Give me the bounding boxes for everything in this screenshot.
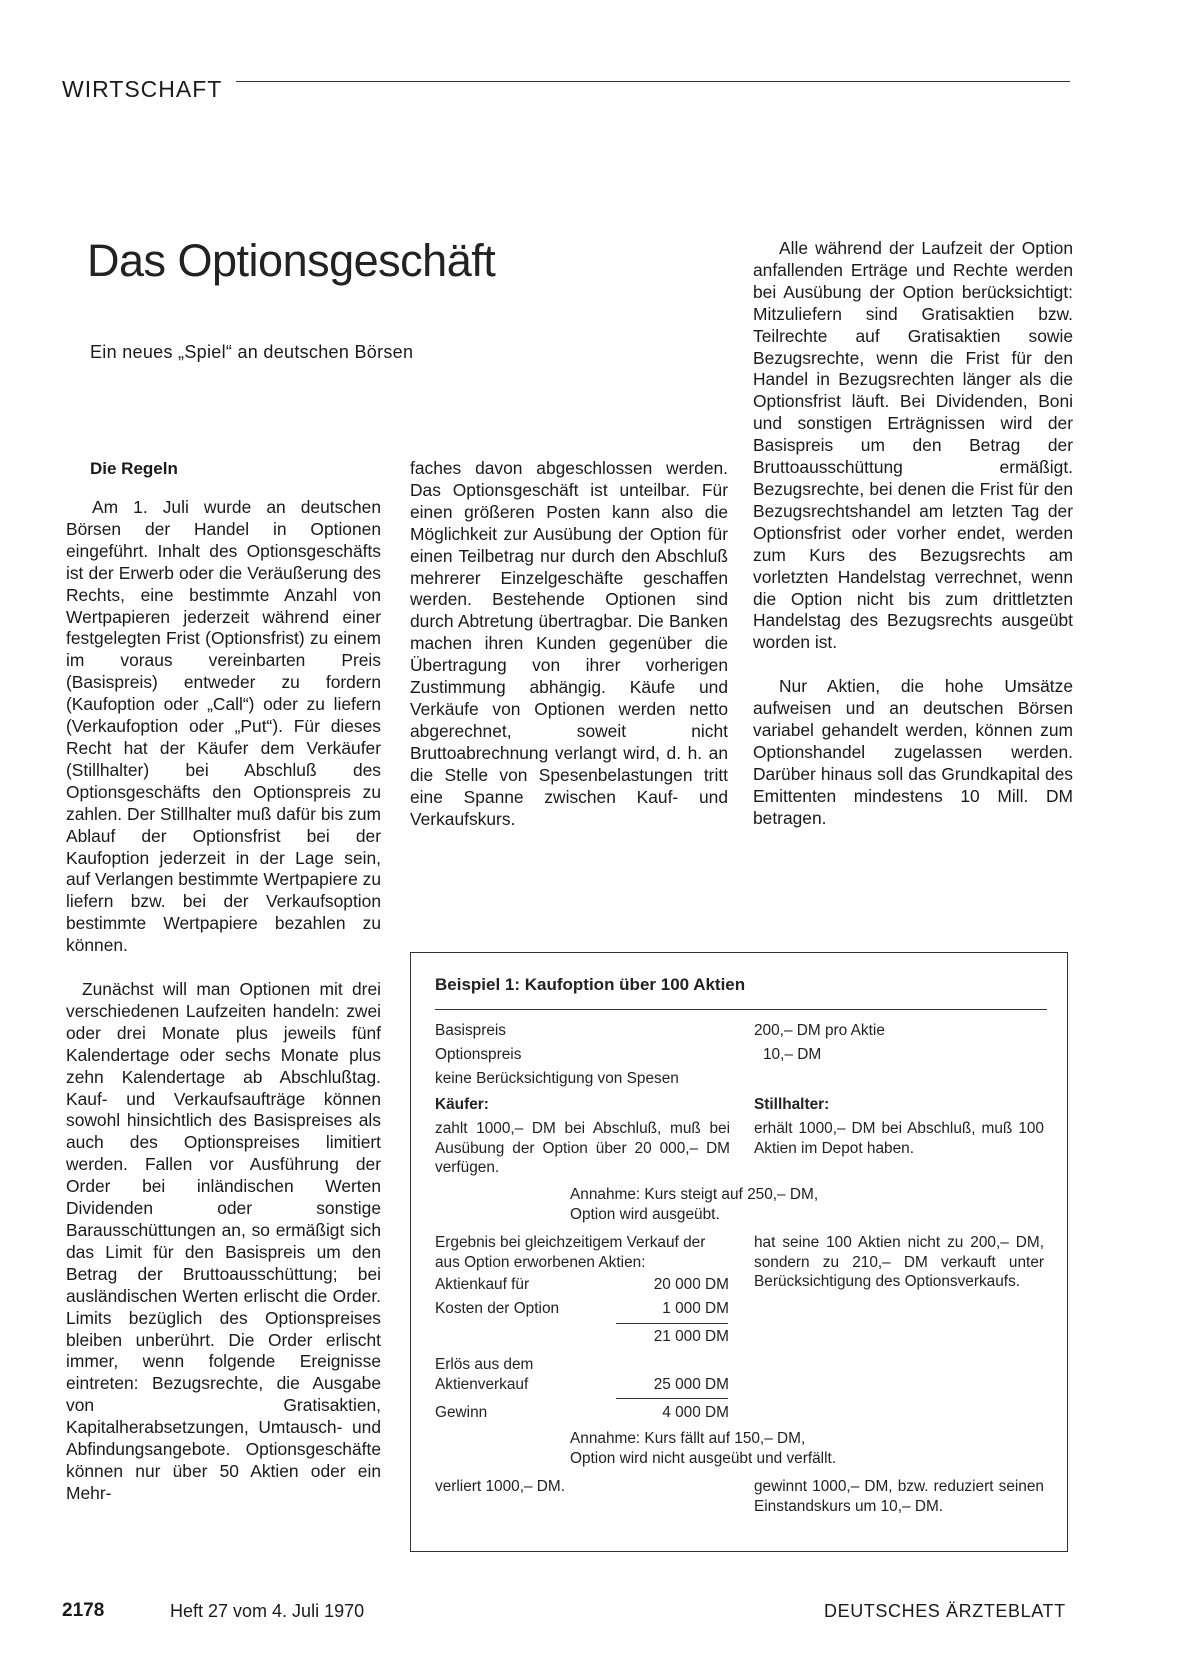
basispreis-value: 200,– DM pro Aktie — [754, 1022, 885, 1039]
example-title-rule — [435, 1009, 1047, 1010]
seller-gain: gewinnt 1000,– DM, bzw. reduziert seinen Einstandskurs um 10,– DM. — [754, 1478, 1044, 1515]
optionspreis-label: Optionspreis — [435, 1046, 522, 1063]
optionspreis-value: 10,– DM — [763, 1046, 822, 1063]
assumption-1-line-1: Annahme: Kurs steigt auf 250,– DM, — [570, 1186, 819, 1203]
paragraph: Zunächst will man Optionen mit drei verschiedenen Laufzeiten handeln: zwei oder drei Monate plus jeweils fünf Kalendertage oder sechs Monate plus zehn Kalendertage ab Abschlußtag. Kauf- und Verkaufsaufträge können sowohl hinsichtlich des Basispreises als auch des Optionspreises limitiert werden. Fallen vor Ausführung der Order bei inländischen Werten Dividenden oder sonstige Barausschüttungen an, so ermäßigt sich das Limit für den Basispreis um den Betrag der Bruttoausschüttung; bei ausländischen Werten erlischt die Order. Limits bezüglich des Optionspreises bleiben unberührt. Die Order erlischt immer, wenn folgende Ereignisse eintreten: Bezugsrechte, die Ausgabe von Gratisaktien, Kapitalherabsetzungen, Umtausch- und Abfindungsangebote. Optionsgeschäfte können nur über 50 Aktien oder ein Mehr- — [66, 979, 381, 1503]
example-box — [410, 952, 1068, 1552]
buyer-loss: verliert 1000,– DM. — [435, 1478, 566, 1495]
text-column-3 — [753, 238, 1073, 830]
basispreis-label: Basispreis — [435, 1022, 506, 1039]
seller-heading: Stillhalter: — [754, 1096, 830, 1113]
paragraph: Nur Aktien, die hohe Umsätze aufweisen und an deutschen Börsen variabel gehandelt werden, können zum Optionshandel zugelassen werden. Darüber hinaus soll das Grundkapital des Emittenten mindestens 10 Mill. DM betragen. — [753, 676, 1073, 828]
erloes-label-2: Aktienverkauf — [435, 1376, 529, 1393]
erloes-value: 25 000 DM — [653, 1376, 729, 1393]
section-heading: Die Regeln — [90, 459, 178, 478]
article-subtitle: Ein neues „Spiel“ an deutschen Börsen — [90, 342, 414, 362]
buyer-text: zahlt 1000,– DM bei Abschluß, muß bei Ausübung der Option über 20 000,– DM verfügen. — [435, 1120, 730, 1176]
text-column-1 — [66, 497, 381, 1505]
page-number: 2178 — [62, 1600, 105, 1621]
gewinn-label: Gewinn — [435, 1404, 488, 1421]
subtotal-rule — [616, 1323, 728, 1324]
text-column-2 — [410, 458, 728, 830]
buyer-heading: Käufer: — [435, 1096, 489, 1113]
seller-result: hat seine 100 Aktien nicht zu 200,– DM, sondern zu 210,– DM verkauft unter Berücksichtigung des Optionsverkaufs. — [754, 1234, 1044, 1290]
spesen-note: keine Berücksichtigung von Spesen — [435, 1070, 679, 1087]
section-label: WIRTSCHAFT — [62, 76, 223, 102]
article-title: Das Optionsgeschäft — [87, 235, 496, 286]
aktienkauf-value: 20 000 DM — [653, 1276, 729, 1293]
assumption-2-line-2: Option wird nicht ausgeübt und verfällt. — [570, 1450, 837, 1467]
gewinn-value: 4 000 DM — [662, 1404, 729, 1421]
seller-text: erhält 1000,– DM bei Abschluß, muß 100 Aktien im Depot haben. — [754, 1120, 1044, 1157]
gewinn-rule — [616, 1398, 728, 1399]
kosten-label: Kosten der Option — [435, 1300, 560, 1317]
header-rule — [236, 81, 1070, 82]
magazine-name: DEUTSCHES ÄRZTEBLATT — [824, 1601, 1066, 1621]
paragraph: faches davon abgeschlossen werden. Das Optionsgeschäft ist unteilbar. Für einen größeren Posten kann also die Möglichkeit zur Ausübung der Option für einen Teilbetrag nur durch den Abschluß mehrerer Einzelgeschäfte geschaffen werden. Bestehende Optionen sind durch Abtretung übertragbar. Die Banken machen ihren Kunden gegenüber die Übertragung von ihrer vorherigen Zustimmung abhängig. Käufe und Verkäufe von Optionen werden netto abgerechnet, soweit nicht Bruttoabrechnung verlangt wird, d. h. an die Stelle von Spesenbelastungen tritt eine Spanne zwischen Kauf- und Verkaufskurs. — [410, 458, 728, 829]
paragraph: Am 1. Juli wurde an deutschen Börsen der Handel in Optionen eingeführt. Inhalt des Optionsgeschäfts ist der Erwerb oder die Veräußerung des Rechts, eine bestimmte Anzahl von Wertpapieren jederzeit während einer festgelegten Frist (Optionsfrist) zu einem im voraus vereinbarten Preis (Basispreis) entweder zu fordern (Kaufoption oder „Call“) oder zu liefern (Verkaufoption oder „Put“). Für dieses Recht hat der Käufer dem Verkäufer (Stillhalter) bei Abschluß des Optionsgeschäfts den Optionspreis zu zahlen. Der Stillhalter muß dafür bis zum Ablauf der Optionsfrist bei der Kaufoption jederzeit in der Lage sein, auf Verlangen bestimmte Wertpapiere zu liefern bzw. bei der Verkaufsoption bestimmte Wertpapiere bezahlen zu können. — [66, 497, 381, 956]
example-title: Beispiel 1: Kaufoption über 100 Aktien — [435, 975, 746, 994]
aktienkauf-label: Aktienkauf für — [435, 1276, 530, 1293]
paragraph: Alle während der Laufzeit der Option anfallenden Erträge und Rechte werden bei Ausübung der Option berücksichtigt: Mitzuliefern sind Gratisaktien bzw. Teilrechte auf Gratisaktien sowie Bezugsrechte, wenn die Frist für den Handel in Bezugsrechten länger als die Optionsfrist läuft. Bei Dividenden, Boni und sonstigen Erträgnissen wird der Basispreis um den Betrag der Bruttoausschüttung ermäßigt. Bezugsrechte, bei denen die Frist für den Bezugsrechtshandel am letzten Tag der Optionsfrist oder vorher endet, werden zum Kurs des Bezugsrechts am vorletzten Handelstag verrechnet, wenn die Option nicht bis zum drittletzten Handelstag des Bezugsrechts ausgeübt worden ist. — [753, 238, 1073, 653]
assumption-1-line-2: Option wird ausgeübt. — [570, 1206, 720, 1223]
subtotal-value: 21 000 DM — [653, 1328, 729, 1345]
result-intro: Ergebnis bei gleichzeitigem Verkauf der aus Option erworbenen Aktien: — [435, 1234, 706, 1271]
issue-info: Heft 27 vom 4. Juli 1970 — [170, 1601, 365, 1621]
kosten-value: 1 000 DM — [662, 1300, 729, 1317]
assumption-2-line-1: Annahme: Kurs fällt auf 150,– DM, — [570, 1430, 806, 1447]
erloes-label-1: Erlös aus dem — [435, 1356, 534, 1373]
